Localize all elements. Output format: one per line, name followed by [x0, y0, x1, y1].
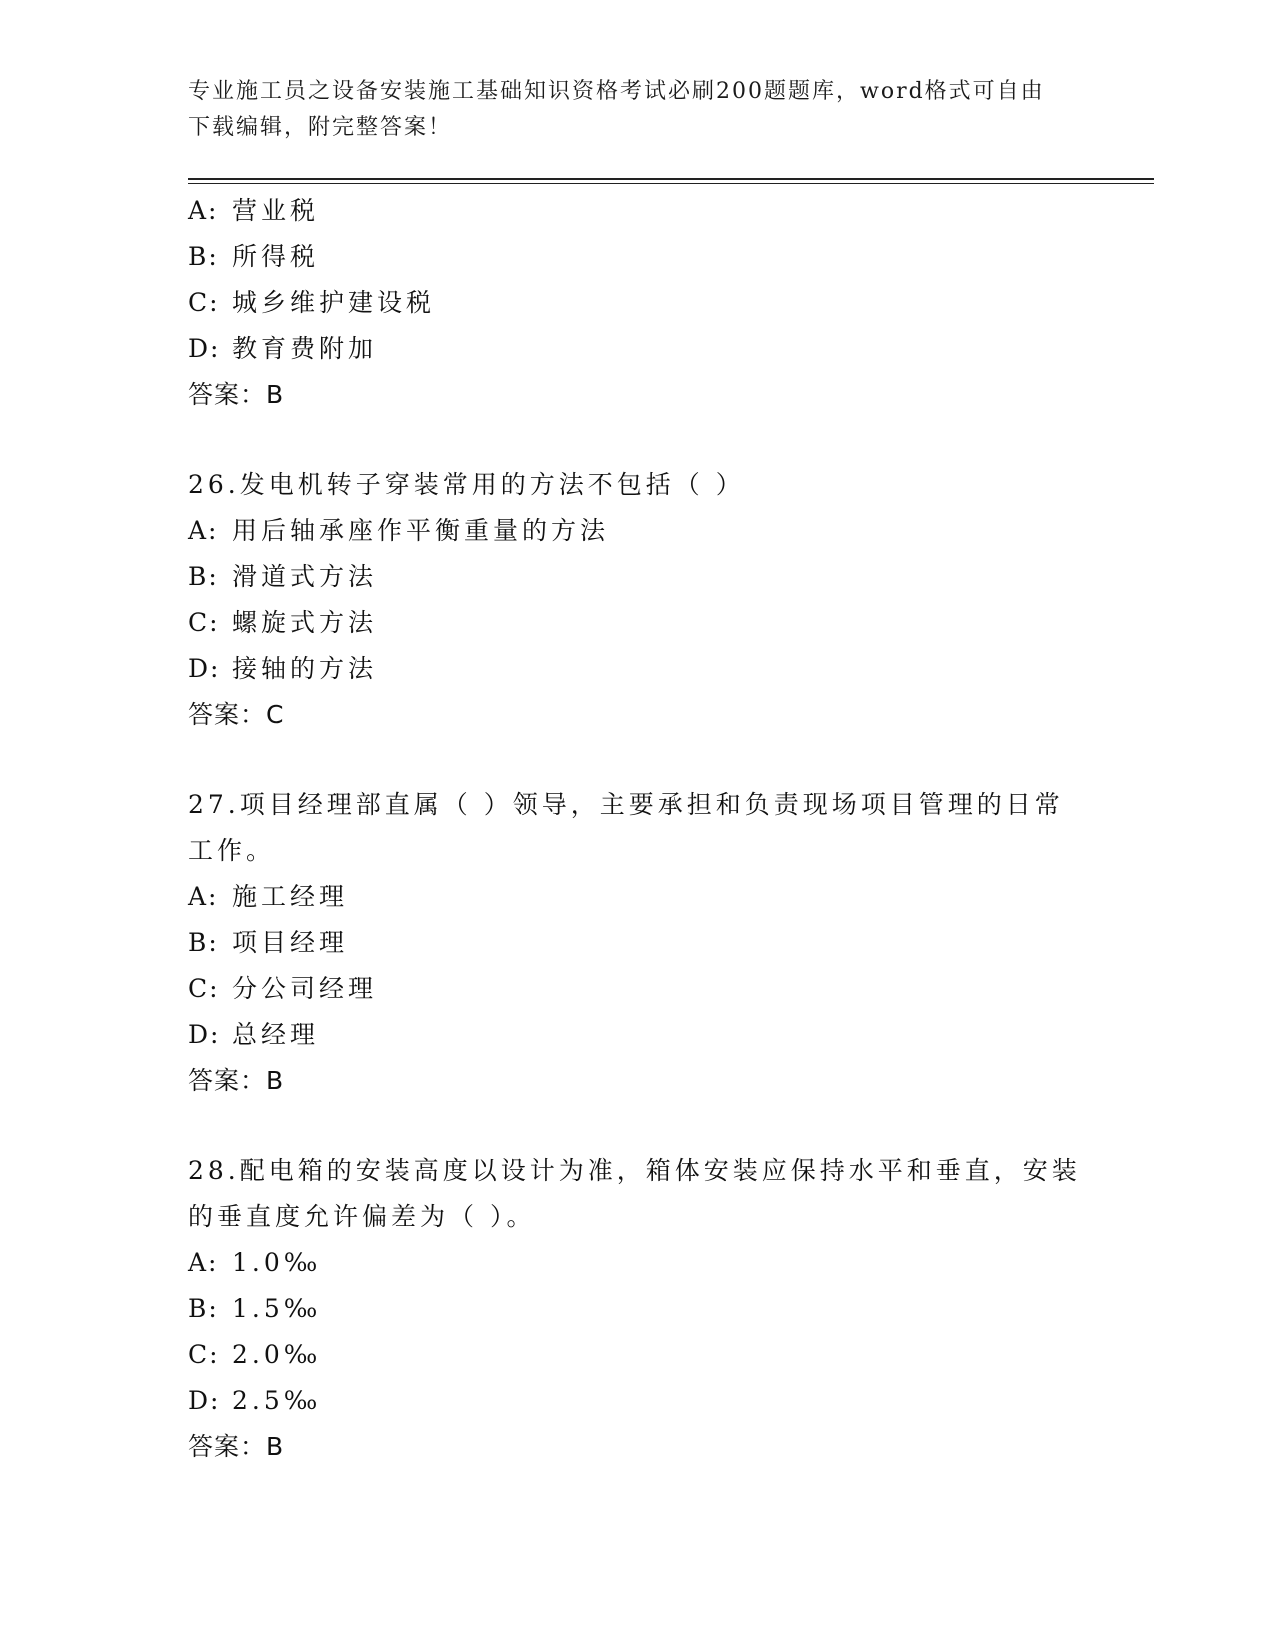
option-d: D: 教育费附加 [188, 334, 378, 363]
option-a: A: 营业税 [188, 196, 320, 225]
header-divider-thin [188, 183, 1154, 184]
option-d: D: 接轴的方法 [188, 654, 378, 683]
question-26 [188, 462, 1088, 738]
question-27 [188, 782, 1088, 1104]
option-a: A: 1.0‰ [188, 1248, 322, 1277]
option-b: B: 滑道式方法 [188, 562, 378, 591]
option-a: A: 施工经理 [188, 882, 349, 911]
option-c: C: 螺旋式方法 [188, 608, 378, 637]
question-stem: 28.配电箱的安装高度以设计为准，箱体安装应保持水平和垂直，安装的垂直度允许偏差为（ ）。 [188, 1156, 1081, 1231]
question-list [188, 188, 1088, 1470]
question-28 [188, 1148, 1088, 1470]
question-stem: 27.项目经理部直属（ ）领导，主要承担和负责现场项目管理的日常工作。 [188, 790, 1064, 865]
option-c: C: 2.0‰ [188, 1340, 322, 1369]
header-divider-thick [188, 178, 1154, 180]
header-line-2: 下载编辑，附完整答案！ [188, 115, 453, 140]
option-b: B: 所得税 [188, 242, 320, 271]
header-line-1: 专业施工员之设备安装施工基础知识资格考试必刷200题题库，word格式可自由 [188, 79, 1045, 104]
option-b: B: 项目经理 [188, 928, 349, 957]
answer-line: 答案：C [188, 700, 285, 729]
answer-line: 答案：B [188, 1432, 285, 1461]
question-stem: 26.发电机转子穿装常用的方法不包括（ ） [188, 470, 745, 499]
option-b: B: 1.5‰ [188, 1294, 322, 1323]
answer-line: 答案：B [188, 1066, 285, 1095]
option-c: C: 分公司经理 [188, 974, 378, 1003]
option-d: D: 2.5‰ [188, 1386, 322, 1415]
option-d: D: 总经理 [188, 1020, 320, 1049]
option-a: A: 用后轴承座作平衡重量的方法 [188, 516, 610, 545]
document-header [188, 74, 1088, 146]
option-c: C: 城乡维护建设税 [188, 288, 436, 317]
answer-line: 答案：B [188, 380, 285, 409]
question-25-continued [188, 188, 1088, 418]
